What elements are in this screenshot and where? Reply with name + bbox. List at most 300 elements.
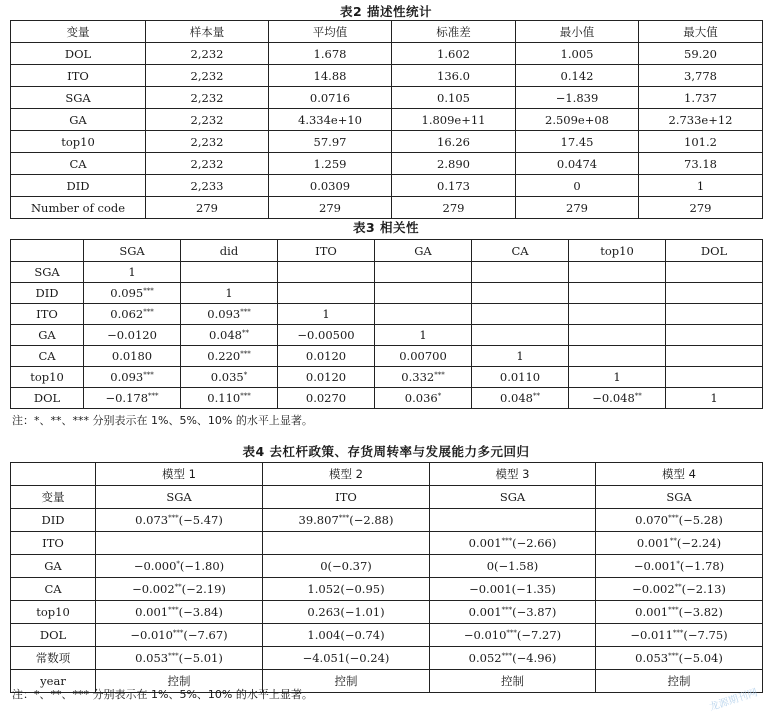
cell-value: 1: [710, 391, 718, 405]
table-cell: [472, 346, 569, 367]
row-label: [11, 601, 96, 624]
cell-value: −0.010: [463, 628, 507, 642]
cell-value: 0.110: [207, 391, 241, 405]
table-cell: [596, 601, 763, 624]
significance-stars: **: [532, 392, 540, 400]
table-cell: −1.839: [516, 87, 639, 109]
t-statistic: (−1.58): [494, 559, 539, 573]
table-cell: 17.45: [516, 131, 639, 153]
t-statistic: (−2.19): [181, 582, 226, 596]
significance-stars: ***: [240, 350, 251, 358]
table-cell: 2,232: [146, 43, 269, 65]
table-row: [11, 197, 763, 219]
table-cell: 1.678: [269, 43, 392, 65]
table-cell: 1.737: [639, 87, 763, 109]
table-cell: [666, 262, 763, 283]
table-cell: [596, 578, 763, 601]
t-statistic: (−5.04): [678, 651, 723, 665]
significance-stars: **: [174, 583, 182, 591]
table-row: [11, 262, 763, 283]
row-label: [11, 346, 84, 367]
row-label: [11, 647, 96, 670]
table-row: [11, 283, 763, 304]
table-cell: [430, 555, 596, 578]
table-cell: [84, 283, 181, 304]
model-header-row: [11, 463, 763, 486]
table-cell: [96, 601, 263, 624]
table-row: [11, 624, 763, 647]
table-cell: [569, 304, 666, 325]
table-cell: 16.26: [392, 131, 516, 153]
significance-stars: *: [243, 371, 248, 379]
table-cell: [472, 388, 569, 409]
t-statistic: (−3.82): [678, 605, 723, 619]
row-label: [11, 304, 84, 325]
cell-value: 0.001: [468, 605, 502, 619]
regression-table: [10, 462, 763, 693]
table-cell: [263, 601, 430, 624]
significance-stars: ***: [143, 287, 154, 295]
table-cell: 1.809e+11: [392, 109, 516, 131]
cell-value: 0: [486, 559, 495, 573]
significance-stars: ***: [506, 629, 517, 637]
cell-value: −0.002: [632, 582, 675, 596]
significance-stars: ***: [501, 537, 513, 545]
table-cell: 279: [392, 197, 516, 219]
table-cell: 2,232: [146, 65, 269, 87]
table-row: [11, 532, 763, 555]
table-row: [11, 601, 763, 624]
t-statistic: (−2.24): [676, 536, 722, 550]
cell-value: 0.093: [110, 370, 144, 384]
table-cell: [375, 283, 472, 304]
table-cell: 2,232: [146, 87, 269, 109]
table-cell: [430, 601, 596, 624]
table-row: [11, 367, 763, 388]
column-header: did: [181, 240, 278, 262]
cell-value: −0.011: [630, 628, 673, 642]
t-statistic: (−0.74): [340, 628, 385, 642]
cell-value: −0.0120: [107, 328, 157, 342]
table-cell: 0.105: [392, 87, 516, 109]
model-header: 模型 4: [596, 463, 763, 486]
cell-value: DID: [35, 286, 59, 300]
table-cell: [569, 388, 666, 409]
column-header: 变量: [11, 21, 146, 43]
table-cell: [375, 346, 472, 367]
cell-value: −0.010: [130, 628, 173, 642]
significance-stars: ***: [240, 392, 251, 400]
significance-stars: ***: [668, 652, 679, 660]
cell-value: year: [40, 674, 66, 688]
cell-value: 控制: [167, 674, 191, 688]
table-row: [11, 509, 763, 532]
dependent-variable: ITO: [263, 486, 430, 509]
significance-stars: **: [669, 537, 677, 545]
dependent-variable: SGA: [596, 486, 763, 509]
table-cell: [96, 647, 263, 670]
table4-note: 注：*、**、*** 分别表示在 1%、5%、10% 的水平上显著。: [12, 688, 313, 701]
table-row: [11, 131, 763, 153]
dependent-variable: SGA: [430, 486, 596, 509]
t-statistic: (−1.78): [679, 559, 725, 573]
table-cell: 14.88: [269, 65, 392, 87]
t-statistic: (−7.75): [683, 628, 728, 642]
cell-value: 0.001: [468, 536, 502, 550]
table-cell: [569, 367, 666, 388]
cell-value: 0: [320, 559, 328, 573]
table-cell: 1.602: [392, 43, 516, 65]
table-cell: [430, 509, 596, 532]
cell-value: −0.001: [633, 559, 677, 573]
table-cell: 101.2: [639, 131, 763, 153]
table-cell: 1.259: [269, 153, 392, 175]
table-cell: 2,232: [146, 109, 269, 131]
t-statistic: (−5.28): [678, 513, 723, 527]
table-cell: 2.890: [392, 153, 516, 175]
column-header: [11, 240, 84, 262]
table-row: [11, 388, 763, 409]
row-label: [11, 283, 84, 304]
table-cell: [181, 367, 278, 388]
t-statistic: (−7.67): [183, 628, 228, 642]
t-statistic: (−1.80): [179, 559, 225, 573]
cell-value: −0.001: [469, 582, 512, 596]
row-label: [11, 624, 96, 647]
table-cell: [569, 325, 666, 346]
cell-value: 1: [613, 370, 621, 384]
watermark: 龙源期刊网: [708, 687, 760, 713]
cell-value: 0.062: [110, 307, 144, 321]
significance-stars: ***: [668, 514, 679, 522]
table-cell: 1: [639, 175, 763, 197]
table-cell: [596, 647, 763, 670]
row-label: top10: [11, 131, 146, 153]
table-cell: [181, 283, 278, 304]
significance-stars: ***: [143, 371, 154, 379]
descriptive-stats-table: [10, 20, 763, 219]
cell-value: −4.051: [302, 651, 346, 665]
cell-value: 0.053: [635, 651, 669, 665]
table-cell: [666, 388, 763, 409]
cell-value: 0.0180: [111, 349, 153, 363]
cell-value: top10: [36, 605, 70, 619]
column-header: 最小值: [516, 21, 639, 43]
significance-stars: ***: [172, 629, 184, 637]
t-statistic: (−1.35): [511, 582, 556, 596]
significance-stars: ***: [338, 514, 350, 522]
cell-value: DOL: [39, 628, 67, 642]
cell-value: DOL: [33, 391, 61, 405]
table-cell: 2.509e+08: [516, 109, 639, 131]
t-statistic: (−1.01): [340, 605, 385, 619]
significance-stars: ***: [168, 514, 179, 522]
cell-value: 控制: [501, 674, 524, 688]
table-cell: [278, 346, 375, 367]
t-statistic: (−0.24): [345, 651, 390, 665]
t-statistic: (−3.87): [512, 605, 557, 619]
table-cell: [596, 532, 763, 555]
cell-value: CA: [44, 582, 62, 596]
table-cell: [96, 532, 263, 555]
table-row: [11, 304, 763, 325]
row-label: [11, 262, 84, 283]
t-statistic: (−5.47): [178, 513, 223, 527]
column-header: CA: [472, 240, 569, 262]
cell-value: 0.0270: [305, 391, 347, 405]
cell-value: 控制: [334, 674, 358, 688]
row-label: [11, 367, 84, 388]
table-cell: [472, 283, 569, 304]
cell-value: 0.332: [401, 370, 435, 384]
table-cell: [666, 283, 763, 304]
t-statistic: (−7.27): [516, 628, 562, 642]
cell-value: CA: [38, 349, 56, 363]
table-cell: [569, 262, 666, 283]
row-label: [11, 555, 96, 578]
table-cell: [84, 367, 181, 388]
significance-stars: ***: [168, 652, 179, 660]
cell-value: 0.001: [135, 605, 169, 619]
row-label: [11, 532, 96, 555]
cell-value: −0.000: [133, 559, 177, 573]
table-cell: [181, 262, 278, 283]
table-row: [11, 346, 763, 367]
cell-value: −0.00500: [297, 328, 355, 342]
table-cell: [430, 532, 596, 555]
cell-value: 0.001: [636, 536, 670, 550]
significance-stars: **: [241, 329, 249, 337]
model-header: 模型 2: [263, 463, 430, 486]
cell-value: 1: [419, 328, 427, 342]
t-statistic: (−2.66): [512, 536, 557, 550]
cell-value: 0.036: [404, 391, 438, 405]
significance-stars: *: [437, 392, 442, 400]
t-statistic: (−2.13): [681, 582, 726, 596]
significance-stars: **: [634, 392, 642, 400]
table-row: [11, 65, 763, 87]
t-statistic: (−2.88): [349, 513, 394, 527]
table-row: [11, 109, 763, 131]
correlation-table: [10, 239, 763, 409]
dependent-variable-row: [11, 486, 763, 509]
table-cell: [84, 388, 181, 409]
table-cell: [472, 304, 569, 325]
table-row: [11, 647, 763, 670]
table-cell: 0.0309: [269, 175, 392, 197]
table-cell: [263, 647, 430, 670]
cell-value: −0.178: [105, 391, 149, 405]
table-cell: 0.0716: [269, 87, 392, 109]
table-cell: [263, 578, 430, 601]
cell-value: 0.0110: [499, 370, 541, 384]
table-cell: [278, 262, 375, 283]
row-label: DID: [11, 175, 146, 197]
corner-cell: [11, 463, 96, 486]
table-cell: [569, 283, 666, 304]
significance-stars: ***: [143, 308, 154, 316]
table-cell: [375, 367, 472, 388]
table-cell: [596, 555, 763, 578]
dependent-label: 变量: [11, 486, 96, 509]
cell-value: 39.807: [298, 513, 339, 527]
cell-value: 0.070: [635, 513, 669, 527]
table-row: [11, 87, 763, 109]
table-cell: [596, 624, 763, 647]
table-cell: 279: [516, 197, 639, 219]
significance-stars: ***: [668, 606, 679, 614]
table-cell: [430, 647, 596, 670]
significance-stars: ***: [501, 606, 513, 614]
table-cell: [666, 304, 763, 325]
column-header: DOL: [666, 240, 763, 262]
column-header: 标准差: [392, 21, 516, 43]
table-cell: [472, 367, 569, 388]
table-cell: [278, 304, 375, 325]
cell-value: 0.048: [209, 328, 242, 342]
cell-value: top10: [30, 370, 64, 384]
table-cell: [375, 304, 472, 325]
model-header: 模型 1: [96, 463, 263, 486]
table-cell: [278, 388, 375, 409]
cell-value: 1.004: [307, 628, 341, 642]
column-header: 最大值: [639, 21, 763, 43]
table-cell: [472, 325, 569, 346]
significance-stars: *: [176, 560, 180, 568]
significance-stars: ***: [168, 606, 179, 614]
row-label: CA: [11, 153, 146, 175]
table-cell: [181, 325, 278, 346]
table-cell: 3,778: [639, 65, 763, 87]
table-cell: [596, 509, 763, 532]
table-cell: [430, 624, 596, 647]
t-statistic: (−5.01): [178, 651, 223, 665]
table-cell: 2,232: [146, 131, 269, 153]
table-cell: 279: [269, 197, 392, 219]
significance-stars: ***: [148, 392, 159, 400]
table-cell: [84, 346, 181, 367]
significance-stars: ***: [434, 371, 445, 379]
table-cell: [181, 388, 278, 409]
table-cell: [181, 304, 278, 325]
table-cell: [84, 262, 181, 283]
table-cell: 136.0: [392, 65, 516, 87]
table-cell: [666, 367, 763, 388]
row-label: [11, 388, 84, 409]
table-cell: 4.334e+10: [269, 109, 392, 131]
table-cell: [263, 555, 430, 578]
table-row: [11, 43, 763, 65]
cell-value: 1: [516, 349, 524, 363]
table-row: [11, 578, 763, 601]
table-cell: 2,233: [146, 175, 269, 197]
table-cell: [263, 509, 430, 532]
cell-value: 0.052: [468, 651, 502, 665]
table-cell: [430, 578, 596, 601]
table-cell: [375, 388, 472, 409]
table-row: [11, 153, 763, 175]
table-cell: 73.18: [639, 153, 763, 175]
table-cell: 0.173: [392, 175, 516, 197]
model-header: 模型 3: [430, 463, 596, 486]
cell-value: 0.073: [135, 513, 169, 527]
table-cell: [84, 304, 181, 325]
table-cell: [263, 624, 430, 647]
cell-value: 1: [322, 307, 330, 321]
table-row: [11, 325, 763, 346]
table-cell: [375, 325, 472, 346]
table-cell: 0.142: [516, 65, 639, 87]
cell-value: 0.0120: [305, 370, 347, 384]
cell-value: 0.220: [207, 349, 241, 363]
cell-value: SGA: [34, 265, 60, 279]
cell-value: 0.263: [307, 605, 341, 619]
cell-value: ITO: [36, 307, 58, 321]
table-cell: [278, 367, 375, 388]
cell-value: −0.048: [592, 391, 635, 405]
cell-value: 0.048: [500, 391, 533, 405]
cell-value: 0.093: [207, 307, 241, 321]
column-header: SGA: [84, 240, 181, 262]
t-statistic: (−0.37): [327, 559, 372, 573]
t-statistic: (−4.96): [512, 651, 557, 665]
table-cell: 0: [516, 175, 639, 197]
column-header: 样本量: [146, 21, 269, 43]
cell-value: 控制: [667, 674, 691, 688]
column-header: GA: [375, 240, 472, 262]
table-cell: [666, 346, 763, 367]
table3-title: 表3 相关性: [352, 220, 420, 235]
cell-value: 0.053: [135, 651, 169, 665]
cell-value: 0.035: [210, 370, 244, 384]
column-header: ITO: [278, 240, 375, 262]
significance-stars: ***: [672, 629, 684, 637]
table-cell: 279: [146, 197, 269, 219]
row-label: Number of code: [11, 197, 146, 219]
table-cell: [569, 346, 666, 367]
table-cell: [666, 325, 763, 346]
cell-value: DID: [41, 513, 65, 527]
table-cell: [96, 555, 263, 578]
table-cell: [263, 532, 430, 555]
cell-value: 1: [225, 286, 233, 300]
table-cell: 1.005: [516, 43, 639, 65]
table-cell: 279: [639, 197, 763, 219]
table-cell: [181, 346, 278, 367]
table2-title: 表2 描述性统计: [339, 4, 433, 19]
cell-value: ITO: [42, 536, 64, 550]
cell-value: 1: [128, 265, 136, 279]
column-header: top10: [569, 240, 666, 262]
row-label: DOL: [11, 43, 146, 65]
significance-stars: **: [674, 583, 682, 591]
table-cell: [96, 624, 263, 647]
significance-stars: *: [676, 560, 680, 568]
table-row: [11, 175, 763, 197]
table-row: [11, 555, 763, 578]
table3-note: 注：*、**、*** 分别表示在 1%、5%、10% 的水平上显著。: [12, 414, 313, 427]
table-cell: 2.733e+12: [639, 109, 763, 131]
cell-value: 常数项: [35, 651, 71, 665]
t-statistic: (−0.95): [340, 582, 385, 596]
row-label: GA: [11, 109, 146, 131]
table-cell: [472, 262, 569, 283]
row-label: [11, 578, 96, 601]
table-cell: 2,232: [146, 153, 269, 175]
significance-stars: ***: [240, 308, 251, 316]
t-statistic: (−3.84): [178, 605, 223, 619]
table-cell: [278, 325, 375, 346]
